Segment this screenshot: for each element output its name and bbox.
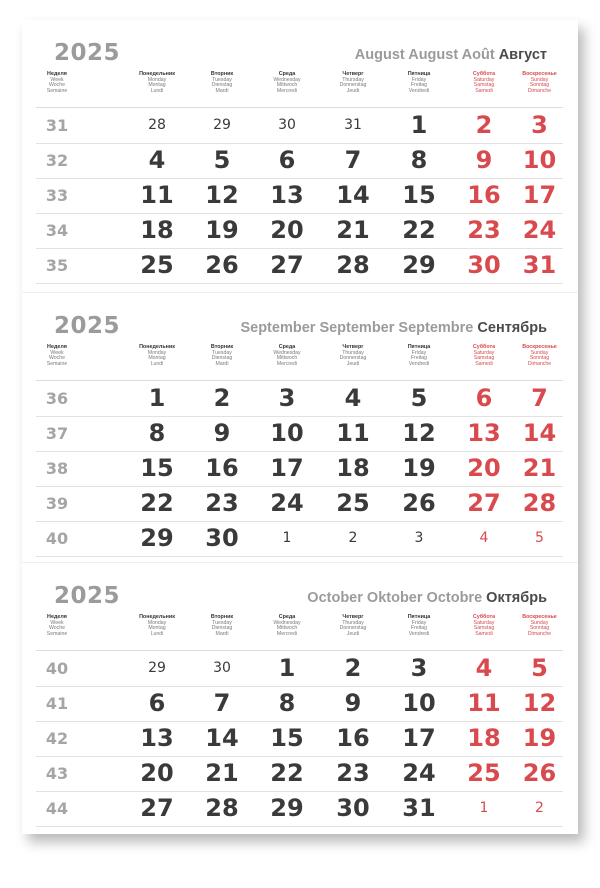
day-cell: 6	[475, 384, 493, 412]
day-cell: 5	[410, 384, 428, 412]
day-cell: 8	[278, 689, 296, 717]
weekday-header	[320, 72, 386, 94]
day-cell: 12	[522, 689, 557, 717]
week-number: 35	[45, 256, 69, 275]
day-cell: 25	[336, 489, 370, 517]
day-cell: 7	[213, 689, 231, 717]
week-row	[36, 756, 563, 792]
weekday-header-fr: Vendredi	[408, 360, 430, 367]
weekday-header-de: Woche	[48, 82, 66, 89]
weekday-header-en: Monday	[147, 349, 167, 356]
week-row	[36, 108, 563, 144]
weekday-header-fr: Samedi	[475, 87, 493, 94]
weekday-header-de: Woche	[48, 355, 66, 362]
day-cell: 8	[148, 419, 166, 447]
day-cell: 27	[270, 251, 304, 279]
day-cell: 4	[475, 654, 493, 682]
day-cell: 28	[336, 251, 370, 279]
day-cell: 4	[479, 530, 489, 546]
day-cell: 14	[205, 724, 239, 752]
day-cell: 1	[479, 800, 489, 816]
day-cell: 3	[531, 111, 548, 139]
week-number: 41	[45, 694, 69, 713]
day-cell: 3	[414, 530, 424, 546]
week-row	[36, 213, 563, 249]
weekday-header	[451, 72, 517, 94]
weekday-header	[124, 615, 190, 637]
weekday-header-ru: Пятница	[407, 344, 431, 350]
weekday-header-de: Samstag	[473, 355, 495, 362]
day-cell: 2	[348, 530, 358, 546]
week-row	[36, 521, 563, 557]
weekday-header-ru: Понедельник	[139, 344, 175, 350]
day-cell: 13	[467, 419, 501, 447]
weekday-header-fr: Mardi	[215, 630, 229, 637]
weekday-header	[516, 72, 563, 94]
weekday-header-de: Montag	[148, 625, 166, 632]
weekday-header	[516, 615, 563, 637]
weekday-header	[124, 72, 190, 94]
day-cell: 17	[402, 724, 436, 752]
weekday-header-fr: Mardi	[215, 87, 229, 94]
month-name-de: September	[319, 320, 395, 336]
weekday-header-ru: Четверг	[342, 614, 364, 620]
day-cell: 29	[213, 117, 231, 133]
weekday-header-de: Mittwoch	[276, 625, 298, 632]
weekday-header	[36, 345, 78, 367]
weekday-header-en: Sunday	[530, 619, 549, 626]
day-cell: 30	[467, 251, 501, 279]
month-name-ru: Сентябрь	[477, 320, 547, 336]
weekday-header-ru: Среда	[278, 71, 296, 77]
weekday-header-en: Friday	[411, 619, 427, 626]
day-cell: 22	[270, 759, 304, 787]
day-cell: 15	[402, 181, 436, 209]
month-title	[240, 320, 547, 336]
day-cell: 11	[467, 689, 501, 717]
month-block	[22, 562, 578, 825]
day-cell: 29	[148, 660, 166, 676]
day-cell: 8	[410, 146, 428, 174]
weekday-header-fr: Lundi	[150, 87, 164, 94]
weekday-header-en: Wednesday	[273, 619, 301, 626]
weekday-header-de: Woche	[48, 625, 66, 632]
day-cell: 4	[344, 384, 362, 412]
weekday-header-en: Sunday	[530, 349, 549, 356]
day-cell: 16	[467, 181, 501, 209]
day-cell: 10	[402, 689, 436, 717]
day-cell: 29	[402, 251, 436, 279]
month-title	[355, 47, 547, 63]
day-cell: 16	[336, 724, 370, 752]
weekday-header-ru: Воскресенье	[522, 344, 557, 350]
day-cell: 5	[213, 146, 231, 174]
week-row	[36, 651, 563, 687]
weekday-header-ru: Пятница	[407, 71, 431, 77]
weekday-header	[516, 345, 563, 367]
day-cell: 16	[205, 454, 239, 482]
day-cell: 2	[344, 654, 362, 682]
day-cell: 1	[282, 530, 292, 546]
month-name-en: October	[307, 590, 363, 606]
weekday-header-ru: Вторник	[210, 71, 234, 77]
week-row	[36, 686, 563, 722]
weekday-header-ru: Среда	[278, 614, 296, 620]
day-cell: 24	[402, 759, 436, 787]
week-row	[36, 486, 563, 522]
week-number: 38	[45, 459, 69, 478]
weekday-header-fr: Semaine	[46, 87, 68, 94]
week-number: 36	[45, 389, 69, 408]
day-cell: 9	[344, 689, 362, 717]
day-cell: 3	[278, 384, 296, 412]
day-cell: 1	[148, 384, 166, 412]
weekday-header-ru: Суббота	[472, 71, 496, 77]
weekday-header-de: Montag	[148, 82, 166, 89]
weekday-header-ru: Понедельник	[139, 71, 175, 77]
weekday-header-ru: Среда	[278, 344, 296, 350]
year-label: 2025	[54, 583, 121, 609]
month-name-fr: Septembre	[398, 320, 474, 336]
weekday-header-fr: Jeudi	[346, 630, 360, 637]
weekday-header-ru: Четверг	[342, 71, 364, 77]
day-cell: 22	[140, 489, 174, 517]
day-cell: 24	[522, 216, 557, 244]
year-label: 2025	[54, 40, 121, 66]
day-cell: 9	[475, 146, 493, 174]
day-cell: 28	[148, 117, 166, 133]
weekday-header-fr: Semaine	[46, 360, 68, 367]
weekday-header-fr: Lundi	[150, 360, 164, 367]
day-cell: 5	[531, 654, 548, 682]
weekday-header-en: Sunday	[530, 76, 549, 83]
day-cell: 7	[531, 384, 548, 412]
weekday-header-fr: Samedi	[475, 360, 493, 367]
weekday-header-de: Sonntag	[529, 625, 550, 632]
week-row	[36, 381, 563, 417]
month-name-de: Oktober	[366, 590, 423, 606]
weekday-header	[320, 345, 386, 367]
week-row	[36, 178, 563, 214]
weekday-header-ru: Неделя	[47, 71, 67, 77]
month-name-en: September	[240, 320, 316, 336]
day-cell: 31	[402, 794, 436, 822]
day-cell: 17	[522, 181, 557, 209]
weekday-header-de: Donnerstag	[339, 355, 367, 362]
weekday-header-ru: Неделя	[47, 614, 67, 620]
weekday-header-en: Thursday	[342, 619, 364, 626]
week-number: 31	[45, 116, 69, 135]
day-cell: 9	[213, 419, 231, 447]
weekday-header-en: Wednesday	[273, 349, 301, 356]
weekday-header-en: Friday	[411, 349, 427, 356]
day-cell: 2	[475, 111, 493, 139]
weekday-header-ru: Вторник	[210, 614, 234, 620]
day-cell: 14	[522, 419, 557, 447]
day-cell: 10	[522, 146, 557, 174]
day-cell: 30	[205, 524, 239, 552]
weekday-header	[189, 72, 255, 94]
day-cell: 29	[140, 524, 174, 552]
week-number: 37	[45, 424, 69, 443]
week-number: 33	[45, 186, 69, 205]
day-cell: 25	[467, 759, 501, 787]
weekday-header-ru: Вторник	[210, 344, 234, 350]
weekday-header	[451, 615, 517, 637]
weekday-header	[36, 72, 78, 94]
weekday-header-de: Sonntag	[529, 355, 550, 362]
weekday-header-ru: Четверг	[342, 344, 364, 350]
day-cell: 30	[336, 794, 370, 822]
day-cell: 19	[402, 454, 436, 482]
weekday-header	[189, 615, 255, 637]
day-cell: 20	[140, 759, 174, 787]
weekday-header-en: Thursday	[342, 349, 364, 356]
weekday-header-fr: Dimanche	[527, 87, 552, 94]
day-cell: 6	[278, 146, 296, 174]
day-cell: 17	[270, 454, 304, 482]
weekday-header-en: Tuesday	[212, 76, 232, 83]
weekday-header-de: Sonntag	[529, 82, 550, 89]
day-cell: 28	[205, 794, 239, 822]
day-cell: 23	[467, 216, 501, 244]
weekday-header-de: Samstag	[473, 625, 495, 632]
day-cell: 25	[140, 251, 174, 279]
weekday-header-en: Saturday	[473, 349, 495, 356]
weekday-header-de: Montag	[148, 355, 166, 362]
day-cell: 2	[213, 384, 231, 412]
day-cell: 21	[522, 454, 557, 482]
week-row	[36, 416, 563, 452]
day-cell: 20	[467, 454, 501, 482]
week-row	[36, 143, 563, 179]
day-cell: 28	[522, 489, 557, 517]
day-cell: 2	[535, 800, 544, 816]
day-cell: 26	[402, 489, 436, 517]
weekday-header-en: Week	[50, 619, 64, 626]
weekday-header-fr: Jeudi	[346, 87, 360, 94]
weekday-header-en: Tuesday	[212, 349, 232, 356]
weekday-header-de: Donnerstag	[339, 625, 367, 632]
day-cell: 23	[336, 759, 370, 787]
week-number: 39	[45, 494, 69, 513]
month-name-en: August	[354, 47, 405, 63]
weekday-header-de: Dienstag	[211, 625, 233, 632]
month-block	[22, 20, 578, 282]
weekday-header	[386, 615, 452, 637]
month-name-fr: Août	[461, 47, 495, 63]
weekday-header-de: Samstag	[473, 82, 495, 89]
day-cell: 15	[270, 724, 304, 752]
weekday-header-en: Saturday	[473, 619, 495, 626]
week-row	[36, 791, 563, 827]
week-number: 44	[45, 799, 69, 818]
day-cell: 20	[270, 216, 304, 244]
day-cell: 18	[336, 454, 370, 482]
day-cell: 21	[205, 759, 239, 787]
week-number: 43	[45, 764, 69, 783]
weekday-header	[189, 345, 255, 367]
weekday-header-ru: Пятница	[407, 614, 431, 620]
weekday-header-ru: Воскресенье	[522, 71, 557, 77]
weekday-header-fr: Samedi	[475, 630, 493, 637]
weekday-header	[386, 345, 452, 367]
day-cell: 11	[140, 181, 174, 209]
calendar-sheet	[22, 20, 578, 834]
weekday-header-de: Mittwoch	[276, 82, 298, 89]
weekday-header-en: Wednesday	[273, 76, 301, 83]
weekday-header-de: Freitag	[410, 625, 428, 632]
week-row	[36, 721, 563, 757]
day-cell: 19	[522, 724, 557, 752]
weekday-header-fr: Mercredi	[276, 360, 298, 367]
day-cell: 1	[410, 111, 428, 139]
weekday-header-fr: Mercredi	[276, 87, 298, 94]
weekday-header-fr: Mardi	[215, 360, 229, 367]
weekday-header	[451, 345, 517, 367]
weekday-header-de: Dienstag	[211, 82, 233, 89]
day-cell: 14	[336, 181, 370, 209]
weekday-header	[36, 615, 78, 637]
weekday-header-de: Freitag	[410, 82, 428, 89]
day-cell: 4	[148, 146, 166, 174]
week-number: 34	[45, 221, 69, 240]
day-cell: 23	[205, 489, 239, 517]
month-title	[307, 590, 547, 606]
week-number: 40	[45, 659, 69, 678]
weekday-header-en: Week	[50, 76, 64, 83]
month-name-ru: Август	[498, 47, 547, 63]
weekday-header-fr: Lundi	[150, 630, 164, 637]
day-cell: 30	[213, 660, 231, 676]
weekday-header-en: Monday	[147, 619, 167, 626]
week-number: 42	[45, 729, 69, 748]
weekday-header-de: Dienstag	[211, 355, 233, 362]
weekday-header-fr: Dimanche	[527, 630, 552, 637]
weekday-header	[320, 615, 386, 637]
week-number: 40	[45, 529, 69, 548]
weekday-header-ru: Неделя	[47, 344, 67, 350]
weekday-header	[124, 345, 190, 367]
day-cell: 27	[140, 794, 174, 822]
day-cell: 31	[344, 117, 362, 133]
day-cell: 21	[336, 216, 370, 244]
day-cell: 6	[148, 689, 166, 717]
weekday-header-en: Friday	[411, 76, 427, 83]
weekday-header	[386, 72, 452, 94]
weekday-header-ru: Суббота	[472, 344, 496, 350]
week-row	[36, 451, 563, 487]
weekday-header-fr: Dimanche	[527, 360, 552, 367]
month-block	[22, 292, 578, 555]
day-cell: 12	[402, 419, 436, 447]
day-cell: 12	[205, 181, 239, 209]
weekday-header	[254, 345, 320, 367]
day-cell: 24	[270, 489, 304, 517]
day-cell: 19	[205, 216, 239, 244]
day-cell: 11	[336, 419, 370, 447]
month-name-de: August	[408, 47, 459, 63]
weekday-header	[254, 615, 320, 637]
weekday-header-fr: Vendredi	[408, 87, 430, 94]
weekday-header-en: Week	[50, 349, 64, 356]
day-cell: 13	[270, 181, 304, 209]
year-label: 2025	[54, 313, 121, 339]
day-cell: 18	[467, 724, 501, 752]
day-cell: 1	[278, 654, 296, 682]
weekday-header-ru: Суббота	[472, 614, 496, 620]
weekday-header-en: Saturday	[473, 76, 495, 83]
week-row	[36, 248, 563, 284]
day-cell: 29	[270, 794, 304, 822]
weekday-header-fr: Mercredi	[276, 630, 298, 637]
day-cell: 31	[522, 251, 557, 279]
weekday-header-de: Donnerstag	[339, 82, 367, 89]
weekday-header-fr: Semaine	[46, 630, 68, 637]
weekday-header-en: Monday	[147, 76, 167, 83]
weekday-header	[254, 72, 320, 94]
day-cell: 26	[205, 251, 239, 279]
day-cell: 30	[278, 117, 296, 133]
month-name-fr: Octobre	[426, 590, 483, 606]
weekday-header-fr: Vendredi	[408, 630, 430, 637]
weekday-header-de: Mittwoch	[276, 355, 298, 362]
day-cell: 10	[270, 419, 304, 447]
day-cell: 7	[344, 146, 362, 174]
month-name-ru: Октябрь	[486, 590, 547, 606]
day-cell: 3	[410, 654, 428, 682]
weekday-header-ru: Понедельник	[139, 614, 175, 620]
day-cell: 22	[402, 216, 436, 244]
weekday-header-de: Freitag	[410, 355, 428, 362]
day-cell: 26	[522, 759, 557, 787]
weekday-header-en: Thursday	[342, 76, 364, 83]
day-cell: 5	[535, 530, 544, 546]
day-cell: 13	[140, 724, 174, 752]
day-cell: 27	[467, 489, 501, 517]
weekday-header-ru: Воскресенье	[522, 614, 557, 620]
weekday-header-fr: Jeudi	[346, 360, 360, 367]
week-number: 32	[45, 151, 69, 170]
weekday-header-en: Tuesday	[212, 619, 232, 626]
day-cell: 15	[140, 454, 174, 482]
day-cell: 18	[140, 216, 174, 244]
